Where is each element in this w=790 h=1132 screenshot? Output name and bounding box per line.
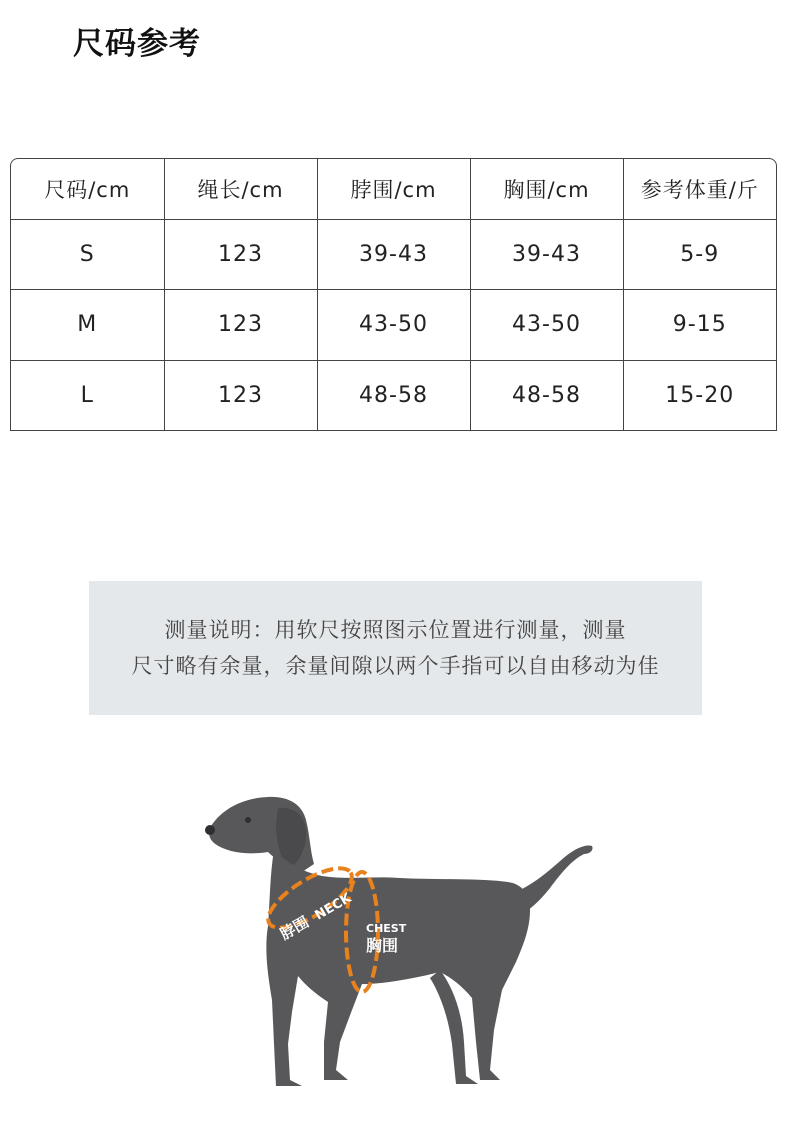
note-line-2: 尺寸略有余量，余量间隙以两个手指可以自由移动为佳 <box>131 654 660 678</box>
table-cell: 123 <box>164 360 317 430</box>
note-line-1: 测量说明：用软尺按照图示位置进行测量，测量 <box>164 618 627 642</box>
table-cell: 43-50 <box>470 290 623 360</box>
table-row <box>11 220 776 290</box>
chest-label-cn: 胸围 <box>366 936 399 955</box>
table-cell: 39-43 <box>317 220 470 290</box>
dog-silhouette-icon <box>209 797 592 1086</box>
page-title: 尺码参考 <box>73 26 201 62</box>
dog-eye-icon <box>245 817 251 823</box>
header-size: 尺码/cm <box>11 159 164 220</box>
measurement-note <box>89 581 702 715</box>
header-leash-length: 绳长/cm <box>164 159 317 220</box>
table-cell: 15-20 <box>623 360 776 430</box>
neck-label-en: NECK <box>312 890 355 924</box>
table-cell: 123 <box>164 290 317 360</box>
table-cell: 48-58 <box>470 360 623 430</box>
header-chest: 胸围/cm <box>470 159 623 220</box>
table-row <box>11 360 776 430</box>
table-cell: L <box>11 360 164 430</box>
dog-nose-icon <box>205 825 215 835</box>
table-row <box>11 290 776 360</box>
size-chart-table <box>10 158 777 431</box>
header-weight: 参考体重/斤 <box>623 159 776 220</box>
table-cell: 123 <box>164 220 317 290</box>
table-cell: S <box>11 220 164 290</box>
table-cell: 39-43 <box>470 220 623 290</box>
neck-label-cn: 脖围 <box>277 912 312 944</box>
table-header-row <box>11 159 776 220</box>
table-cell: 9-15 <box>623 290 776 360</box>
table-cell: M <box>11 290 164 360</box>
table-cell: 5-9 <box>623 220 776 290</box>
dog-measurement-diagram <box>190 780 610 1100</box>
table-cell: 43-50 <box>317 290 470 360</box>
chest-label-en: CHEST <box>366 922 407 935</box>
table-cell: 48-58 <box>317 360 470 430</box>
header-neck: 脖围/cm <box>317 159 470 220</box>
